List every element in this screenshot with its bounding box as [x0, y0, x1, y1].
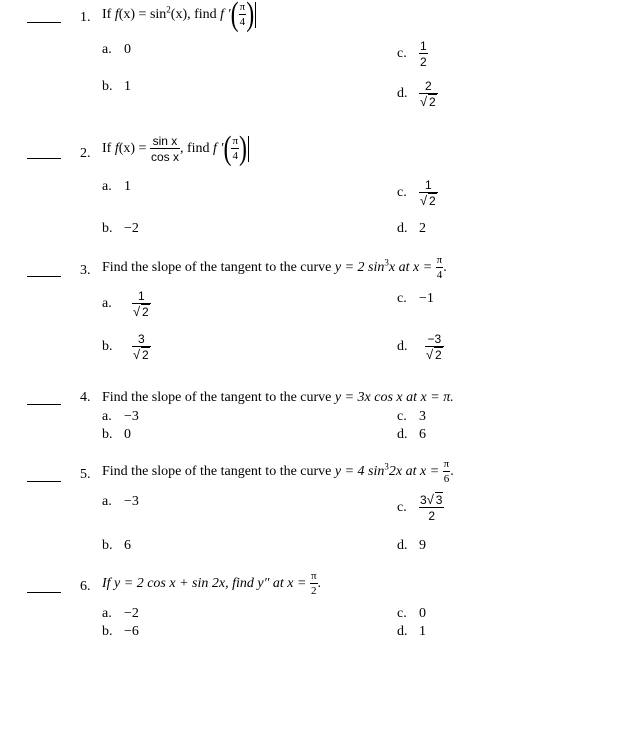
- option-2d[interactable]: d. 2: [397, 221, 426, 236]
- option-1b[interactable]: b. 1: [102, 79, 131, 94]
- point-fraction: $\frac{\pi}{4}$: [232, 135, 239, 162]
- question-number: 6.: [80, 579, 91, 594]
- option-4d[interactable]: d. 6: [397, 427, 426, 442]
- point-fraction: $\frac{\pi}{4}$: [239, 1, 246, 28]
- answer-blank-5[interactable]: [27, 481, 61, 482]
- option-6c[interactable]: c. 0: [397, 606, 426, 621]
- option-2c[interactable]: c. 1 √ 2: [397, 178, 436, 208]
- option-5d[interactable]: d. 9: [397, 538, 426, 553]
- question-text: Find the slope of the tangent to the curve y = 4 $\sin^32x$ at x = $\frac{\pi}{6}$ .: [102, 458, 454, 485]
- option-4c[interactable]: c. 3: [397, 409, 426, 424]
- question-text: If y = 2 cos x + sin 2x, find y″ at x = $\frac{\pi}{2}$ .: [102, 570, 322, 597]
- option-2a[interactable]: a. 1: [102, 179, 131, 194]
- option-5a[interactable]: a. −3: [102, 494, 139, 509]
- option-2b[interactable]: b. −2: [102, 221, 139, 236]
- option-1d[interactable]: d. 2 √ 2: [397, 79, 436, 109]
- function-fraction: $\frac{\text{sin x}}{\text{cos x}}$: [150, 134, 179, 164]
- answer-blank-6[interactable]: [27, 592, 61, 593]
- option-4a[interactable]: a. −3: [102, 409, 139, 424]
- answer-blank-4[interactable]: [27, 404, 61, 405]
- question-number: 5.: [80, 467, 91, 482]
- option-6b[interactable]: b. −6: [102, 624, 139, 639]
- point-fraction: $\frac{\pi}{6}$: [443, 458, 450, 485]
- option-3d[interactable]: d. −3 √ 2: [397, 332, 442, 362]
- option-5c[interactable]: c. 3 √ 3 2: [397, 492, 443, 523]
- option-3b[interactable]: b. 3 √ 2: [102, 332, 149, 362]
- question-text: If f(x) = $\frac{\text{sin x}}{\text{cos x}}$ , find f ′( $\frac{\pi}{4}$ ): [102, 130, 248, 168]
- answer-blank-2[interactable]: [27, 158, 61, 159]
- question-number: 2.: [80, 146, 91, 161]
- question-text: If $f(x) = \sin^2(x)$, find f ′( $\frac{\pi}{4}$ ): [102, 0, 255, 34]
- point-fraction: $\frac{\pi}{4}$: [436, 254, 443, 281]
- option-4b[interactable]: b. 0: [102, 427, 131, 442]
- question-number: 1.: [80, 10, 91, 25]
- option-5b[interactable]: b. 6: [102, 538, 131, 553]
- option-3a[interactable]: a. 1 √ 2: [102, 289, 149, 319]
- question-text: Find the slope of the tangent to the curve y = 2 $\sin^3x$ at x = $\frac{\pi}{4}$ .: [102, 254, 447, 281]
- option-1a[interactable]: a. 0: [102, 42, 131, 57]
- question-text: Find the slope of the tangent to the curve y = 3x cos x at x = π.: [102, 390, 454, 405]
- option-3c[interactable]: c. −1: [397, 291, 434, 306]
- question-number: 3.: [80, 263, 91, 278]
- option-1c[interactable]: c. $\frac{1}{2}$: [397, 39, 427, 69]
- option-6d[interactable]: d. 1: [397, 624, 426, 639]
- question-number: 4.: [80, 390, 91, 405]
- answer-blank-3[interactable]: [27, 276, 61, 277]
- answer-blank-1[interactable]: [27, 22, 61, 23]
- point-fraction: $\frac{\pi}{2}$: [310, 570, 317, 597]
- option-6a[interactable]: a. −2: [102, 606, 139, 621]
